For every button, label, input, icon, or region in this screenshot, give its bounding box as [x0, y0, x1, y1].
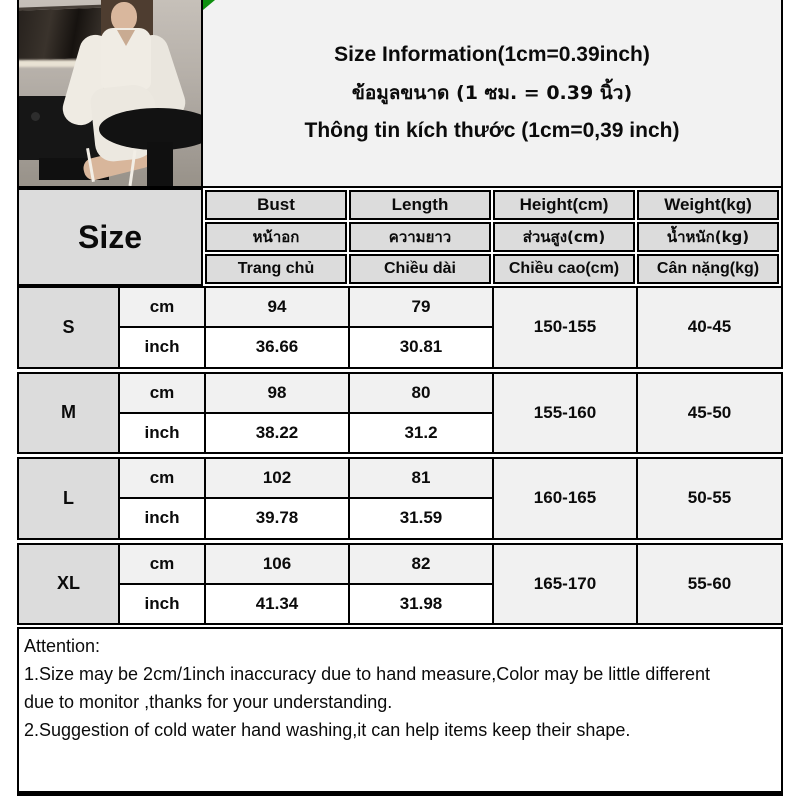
header-weight-th: น้ำหนัก(kg) — [637, 222, 779, 252]
header-bust-en: Bust — [205, 190, 347, 220]
title-english: Size Information(1cm=0.39inch) — [334, 43, 650, 66]
header-height-en: Height(cm) — [493, 190, 635, 220]
size-label: M — [19, 374, 118, 453]
top-row — [17, 0, 783, 188]
unit-cm-label: cm — [120, 288, 204, 326]
title-block — [203, 0, 783, 188]
size-row-l — [17, 457, 783, 540]
length-inch-value: 31.98 — [350, 585, 492, 623]
photo-side-table-base — [147, 142, 173, 186]
length-cm-value: 80 — [350, 374, 492, 412]
title-vietnamese: Thông tin kích thước (1cm=0,39 inch) — [304, 119, 680, 142]
attention-note — [17, 627, 783, 796]
bust-inch-value: 36.66 — [206, 328, 348, 366]
table-header — [17, 188, 783, 286]
unit-cm-label: cm — [120, 374, 204, 412]
header-bust-th: หน้าอก — [205, 222, 347, 252]
length-cm-value: 81 — [350, 459, 492, 497]
length-cm-value: 82 — [350, 545, 492, 583]
weight-range-value: 55-60 — [638, 545, 781, 624]
size-row-xl — [17, 543, 783, 626]
unit-cm-label: cm — [120, 545, 204, 583]
bust-cm-value: 106 — [206, 545, 348, 583]
header-length-en: Length — [349, 190, 491, 220]
size-label: XL — [19, 545, 118, 624]
length-inch-value: 31.59 — [350, 499, 492, 537]
height-range-value: 150-155 — [494, 288, 636, 367]
height-range-value: 165-170 — [494, 545, 636, 624]
header-height-vi: Chiều cao(cm) — [493, 254, 635, 284]
height-range-value: 155-160 — [494, 374, 636, 453]
bust-cm-value: 102 — [206, 459, 348, 497]
bust-cm-value: 98 — [206, 374, 348, 412]
unit-inch-label: inch — [120, 328, 204, 366]
weight-range-value: 50-55 — [638, 459, 781, 538]
size-label: L — [19, 459, 118, 538]
length-inch-value: 30.81 — [350, 328, 492, 366]
length-inch-value: 31.2 — [350, 414, 492, 452]
header-length-th: ความยาว — [349, 222, 491, 252]
product-photo — [17, 0, 203, 188]
weight-range-value: 40-45 — [638, 288, 781, 367]
bust-inch-value: 41.34 — [206, 585, 348, 623]
unit-cm-label: cm — [120, 459, 204, 497]
header-weight-en: Weight(kg) — [637, 190, 779, 220]
unit-inch-label: inch — [120, 585, 204, 623]
size-row-m — [17, 372, 783, 455]
bust-cm-value: 94 — [206, 288, 348, 326]
length-cm-value: 79 — [350, 288, 492, 326]
header-grid — [203, 188, 783, 286]
unit-inch-label: inch — [120, 499, 204, 537]
size-corner-cell: Size — [17, 188, 203, 286]
photo-dress-vneck — [117, 30, 135, 46]
size-row-s — [17, 286, 783, 369]
unit-inch-label: inch — [120, 414, 204, 452]
bust-inch-value: 39.78 — [206, 499, 348, 537]
attention-line-1: 1.Size may be 2cm/1inch inaccuracy due to hand measure,Color may be little different — [24, 664, 711, 684]
title-thai: ข้อมูลขนาด (1 ซม. = 0.39 นิ้ว) — [351, 82, 633, 104]
attention-line-2: due to monitor ,thanks for your understanding. — [24, 692, 393, 712]
height-range-value: 160-165 — [494, 459, 636, 538]
header-bust-vi: Trang chủ — [205, 254, 347, 284]
weight-range-value: 45-50 — [638, 374, 781, 453]
size-table-body — [17, 286, 783, 625]
green-corner-marker-icon — [203, 0, 215, 10]
attention-heading: Attention: — [24, 636, 101, 656]
header-length-vi: Chiều dài — [349, 254, 491, 284]
bust-inch-value: 38.22 — [206, 414, 348, 452]
size-label: S — [19, 288, 118, 367]
attention-line-3: 2.Suggestion of cold water hand washing,it can help items keep their shape. — [24, 720, 631, 740]
header-weight-vi: Cân nặng(kg) — [637, 254, 779, 284]
header-height-th: ส่วนสูง(cm) — [493, 222, 635, 252]
